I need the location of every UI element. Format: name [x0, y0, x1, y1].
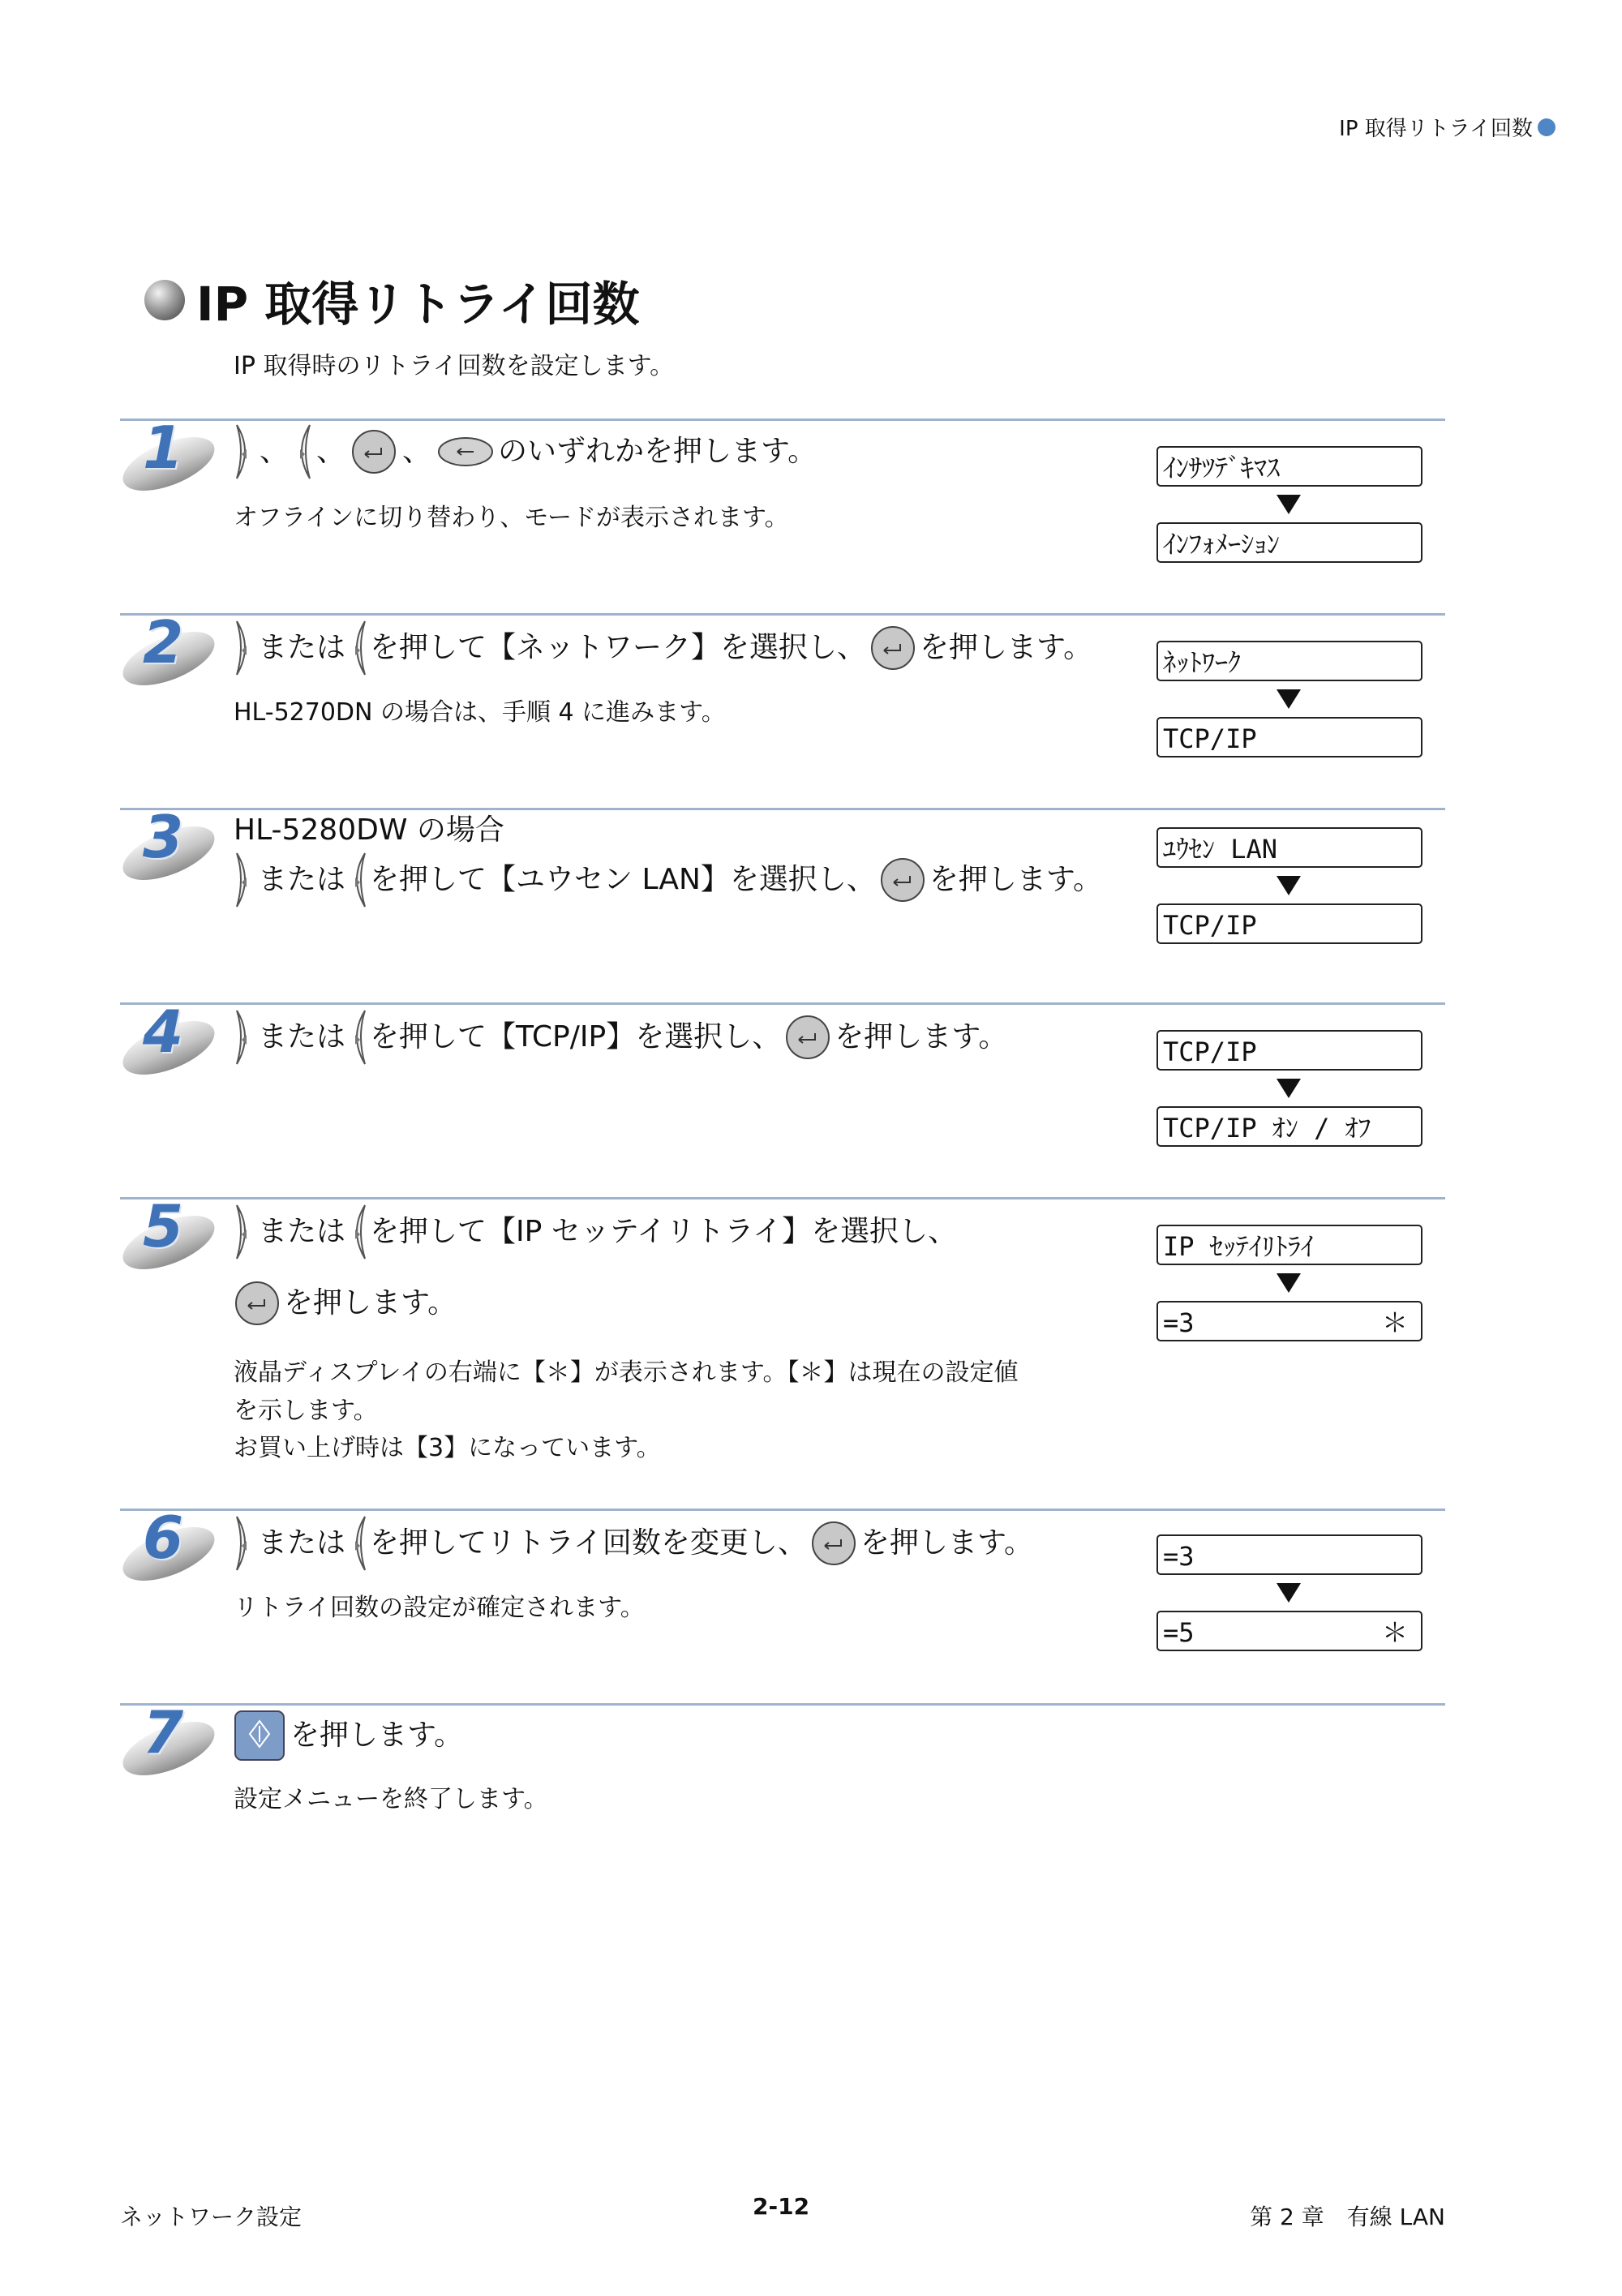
bullet-dot-icon	[1538, 118, 1555, 136]
step-6-instruction: または を押してリトライ回数を変更し、 を押します。	[234, 1513, 1033, 1573]
down-triangle-icon	[1277, 1079, 1301, 1098]
footer-right: 第 2 章 有線 LAN	[1250, 2204, 1445, 2230]
step-divider	[120, 613, 1445, 616]
step-divider	[120, 1002, 1445, 1005]
step-4-instruction: または を押して【TCP/IP】を選択し、 を押します。	[234, 1007, 1007, 1067]
lcd-display: ﾈｯﾄﾜｰｸ	[1156, 641, 1422, 681]
footer-left: ネットワーク設定	[120, 2204, 303, 2230]
up-arrow-button-icon	[234, 422, 256, 482]
down-triangle-icon	[1277, 1273, 1301, 1293]
up-arrow-button-icon	[234, 1007, 256, 1067]
step-divider	[120, 1197, 1445, 1199]
step-5-note: 液晶ディスプレイの右端に【＊】が表示されます。【＊】は現在の設定値 を示します。 お買い上げ時は【3】になっています。	[234, 1358, 1019, 1462]
down-arrow-button-icon	[290, 422, 313, 482]
running-header-text: IP 取得リトライ回数	[1339, 117, 1533, 141]
step-6-note: リトライ回数の設定が確定されます。	[234, 1594, 645, 1622]
down-arrow-button-icon	[345, 618, 368, 678]
running-header	[1339, 112, 1555, 142]
step-3-model: HL-5280DW の場合	[234, 813, 504, 847]
page-title: IP 取得リトライ回数	[196, 277, 640, 332]
lcd-display: ｲﾝｻﾂﾃﾞｷﾏｽ	[1156, 446, 1422, 487]
page-number: 2-12	[753, 2193, 810, 2220]
up-arrow-button-icon	[234, 1513, 256, 1573]
step-number-2: 2	[120, 616, 217, 691]
set-button-icon	[784, 1014, 831, 1061]
lcd-display: =3 ＊	[1156, 1301, 1422, 1341]
step-number-4: 4	[120, 1006, 217, 1080]
step-divider	[120, 418, 1445, 421]
step-1-note: オフラインに切り替わり、モードが表示されます。	[234, 504, 789, 532]
set-button-icon	[810, 1520, 857, 1567]
down-arrow-button-icon	[345, 1202, 368, 1262]
down-triangle-icon	[1277, 1583, 1301, 1603]
down-arrow-button-icon	[345, 850, 368, 910]
sphere-bullet-icon	[144, 280, 185, 320]
lcd-display: TCP/IP	[1156, 1030, 1422, 1071]
current-setting-mark: ＊	[1381, 1617, 1408, 1648]
step-divider	[120, 1703, 1445, 1706]
step-7-note: 設定メニューを終了します。	[234, 1785, 548, 1813]
step-number-7: 7	[120, 1706, 217, 1781]
set-button-icon	[234, 1280, 281, 1327]
down-arrow-button-icon	[345, 1513, 368, 1573]
set-button-icon	[350, 428, 397, 475]
step-divider	[120, 1508, 1445, 1511]
lcd-display: =5 ＊	[1156, 1611, 1422, 1651]
step-2-instruction: または を押して【ネットワーク】を選択し、 を押します。	[234, 618, 1092, 678]
step-number-3: 3	[120, 811, 217, 886]
set-button-icon	[879, 856, 926, 903]
section-title	[144, 266, 640, 334]
step-number-1: 1	[120, 422, 217, 496]
step-number-6: 6	[120, 1512, 217, 1586]
down-triangle-icon	[1277, 876, 1301, 895]
lcd-display: TCP/IP	[1156, 717, 1422, 757]
step-7-instruction: を押します。	[234, 1710, 463, 1762]
step-1-instruction: 、 、 、 のいずれかを押します。	[234, 422, 817, 482]
lcd-display: ﾕｳｾﾝ LAN	[1156, 827, 1422, 868]
back-button-icon	[436, 434, 495, 470]
step-3-instruction: または を押して【ユウセン LAN】を選択し、 を押します。	[234, 850, 1102, 910]
step-2-note: HL-5270DN の場合は、手順 4 に進みます。	[234, 698, 726, 727]
current-setting-mark: ＊	[1381, 1307, 1408, 1338]
step-divider	[120, 808, 1445, 810]
lcd-display: TCP/IP	[1156, 903, 1422, 944]
up-arrow-button-icon	[234, 618, 256, 678]
down-arrow-button-icon	[345, 1007, 368, 1067]
lcd-display: IP ｾｯﾃｲﾘﾄﾗｲ	[1156, 1225, 1422, 1265]
up-arrow-button-icon	[234, 1202, 256, 1262]
intro-text: IP 取得時のリトライ回数を設定します。	[234, 352, 675, 380]
up-arrow-button-icon	[234, 850, 256, 910]
go-button-icon	[234, 1710, 285, 1762]
lcd-display: =3	[1156, 1534, 1422, 1575]
step-number-5: 5	[120, 1200, 217, 1275]
set-button-icon	[869, 624, 916, 672]
step-5-instruction: または を押して【IP セッテイリトライ】を選択し、	[234, 1202, 957, 1262]
down-triangle-icon	[1277, 689, 1301, 709]
step-5-instruction-cont: を押します。	[234, 1280, 457, 1327]
down-triangle-icon	[1277, 495, 1301, 514]
lcd-display: TCP/IP ｵﾝ / ｵﾌ	[1156, 1106, 1422, 1147]
lcd-display: ｲﾝﾌｫﾒｰｼｮﾝ	[1156, 522, 1422, 563]
